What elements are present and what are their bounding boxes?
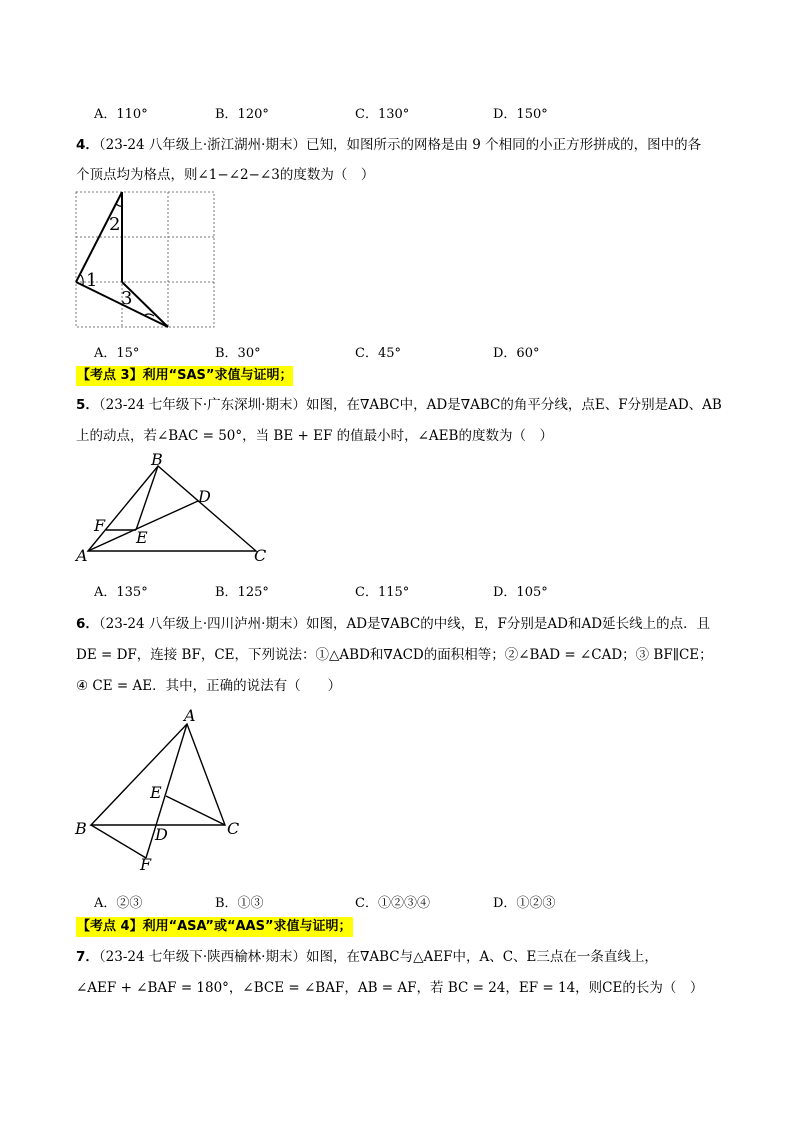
- q5-option-b[interactable]: B．125°: [215, 585, 269, 600]
- q6-triangle-figure: [70, 708, 250, 878]
- q4-text1: （23-24 八年级上·浙江湖州·期末）已知，如图所示的网格是由 9 个相同的小正方形拼成的，图中的各: [98, 137, 702, 153]
- section-heading-kaodian-3: 【考点 3】利用“SAS”求值与证明；: [76, 366, 293, 386]
- q5-label-e: E: [136, 528, 148, 547]
- q6-label-d: D: [155, 825, 168, 844]
- q5-line1: [76, 393, 722, 413]
- q6-number: 6．: [76, 616, 99, 632]
- q4-number: 4．: [76, 137, 99, 153]
- q5-option-c[interactable]: C．115°: [355, 585, 410, 600]
- q5-label-d: D: [198, 487, 211, 506]
- q3-option-d[interactable]: D．150°: [493, 107, 548, 122]
- q3-option-c[interactable]: C．130°: [355, 107, 410, 122]
- q4-line2: 个顶点均为格点，则∠1−∠2−∠3的度数为（ ）: [76, 167, 375, 183]
- q7-number: 7．: [76, 949, 99, 965]
- q5-number: 5．: [76, 397, 99, 413]
- q3-option-a[interactable]: A．110°: [94, 107, 148, 122]
- q5-label-c: C: [254, 546, 267, 565]
- q5-label-b: B: [151, 450, 163, 469]
- q6-option-c[interactable]: C．①②③④: [355, 896, 430, 911]
- section-heading-kaodian-4: 【考点 4】利用“ASA”或“AAS”求值与证明；: [76, 917, 353, 937]
- q6-label-c: C: [227, 819, 240, 838]
- q6-label-b: B: [75, 819, 87, 838]
- q7-text1: （23-24 七年级下·陕西榆林·期末）如图，在∇ABC与△AEF中，A、C、E三点在一条直线上，: [98, 949, 658, 965]
- q5-text1: （23-24 七年级下·广东深圳·期末）如图，在∇ABC中，AD是∇ABC的角平分线，点E、F分别是AD、AB: [98, 397, 722, 413]
- q6-label-e: E: [150, 783, 162, 802]
- q5-triangle-figure: [76, 450, 276, 565]
- q5-line2: 上的动点，若∠BAC = 50°，当 BE + EF 的值最小时，∠AEB的度数为（ ）: [76, 428, 553, 444]
- q6-line3: ④ CE = AE．其中，正确的说法有（ ）: [76, 678, 342, 694]
- q6-text1: （23-24 八年级上·四川泸州·期末）如图，AD是∇ABC的中线，E，F分别是AD和AD延长线上的点．且: [98, 616, 711, 632]
- q7-line2: ∠AEF + ∠BAF = 180°，∠BCE = ∠BAF，AB = AF，若 BC = 24，EF = 14，则CE的长为（ ）: [76, 980, 704, 996]
- q4-grid-figure: [76, 190, 216, 330]
- q5-option-a[interactable]: A．135°: [94, 585, 148, 600]
- q6-option-b[interactable]: B．①③: [215, 896, 264, 911]
- q6-line2: DE = DF，连接 BF，CE，下列说法：①△ABD和∇ACD的面积相等；②∠BAD = ∠CAD；③ BF∥CE；: [76, 647, 713, 663]
- q4-line1: [76, 133, 701, 153]
- q3-option-b[interactable]: B．120°: [215, 107, 269, 122]
- q5-option-d[interactable]: D．105°: [493, 585, 548, 600]
- q4-label-1: 1: [86, 270, 98, 291]
- q4-label-2: 2: [109, 214, 121, 235]
- q6-option-a[interactable]: A．②③: [94, 896, 143, 911]
- q5-label-a: A: [76, 546, 88, 565]
- q5-label-f: F: [94, 516, 106, 535]
- q6-option-d[interactable]: D．①②③: [493, 896, 556, 911]
- q4-option-c[interactable]: C．45°: [355, 346, 401, 361]
- q4-option-a[interactable]: A．15°: [94, 346, 140, 361]
- q4-option-b[interactable]: B．30°: [215, 346, 261, 361]
- q4-label-3: 3: [121, 288, 133, 309]
- q4-option-d[interactable]: D．60°: [493, 346, 540, 361]
- q6-line1: [76, 612, 710, 632]
- q7-line1: [76, 945, 658, 965]
- q6-label-a: A: [184, 706, 196, 725]
- q6-label-f: F: [140, 855, 152, 874]
